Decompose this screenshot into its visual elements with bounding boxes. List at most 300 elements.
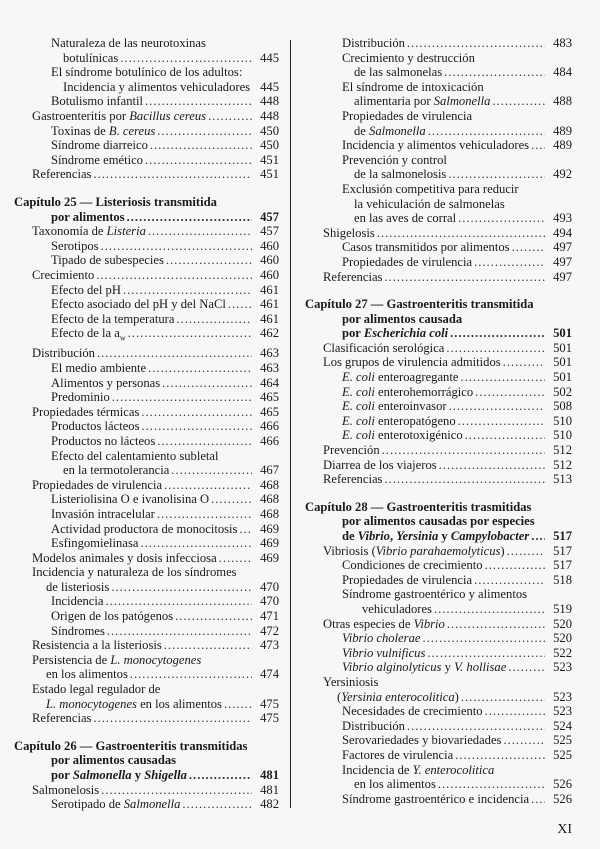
italic-taxon: E. coli	[342, 370, 375, 385]
entry-text: (	[337, 689, 342, 704]
entry-title	[46, 667, 128, 682]
toc-entry[interactable]	[14, 492, 279, 507]
entry-title	[342, 573, 472, 588]
page-ref: 461	[260, 311, 279, 326]
toc-chapter-heading[interactable]	[14, 739, 279, 783]
toc-entry[interactable]	[305, 458, 572, 473]
toc-entry	[305, 51, 572, 66]
page-ref: 522	[553, 645, 572, 660]
page-ref: 462	[260, 326, 279, 341]
entry-text: en los alimentos	[46, 667, 128, 682]
toc-entry	[305, 197, 572, 212]
page-ref: 494	[553, 225, 572, 240]
page-ref: 497	[553, 269, 572, 284]
page-ref: 471	[260, 609, 279, 624]
entry-title	[342, 138, 529, 153]
entry-text: Necesidades de crecimiento	[342, 704, 483, 719]
entry-title	[354, 124, 426, 139]
entry-text: Invasión intracelular	[51, 506, 155, 521]
page-ref: 518	[553, 572, 572, 587]
toc-entry[interactable]	[305, 719, 572, 734]
chapter-title-line: Capítulo 26 — Gastroenteritis transmitidas	[14, 738, 248, 753]
toc-entry[interactable]	[14, 283, 279, 298]
italic-taxon: L. monocytogenes	[110, 652, 202, 667]
dot-leader	[531, 792, 545, 807]
toc-entry[interactable]	[14, 153, 279, 168]
toc-entry[interactable]	[305, 240, 572, 255]
page-ref: 524	[553, 718, 572, 733]
toc-entry	[305, 80, 572, 95]
entry-text: Distribución	[342, 718, 405, 733]
toc-entry[interactable]	[305, 646, 572, 661]
entry-title	[342, 109, 472, 124]
entry-text: enteropatógeno	[374, 413, 456, 428]
page-ref: 457	[260, 224, 279, 239]
dot-leader	[474, 573, 545, 588]
toc-entry[interactable]	[14, 239, 279, 254]
dot-leader	[175, 609, 252, 624]
dot-leader	[157, 124, 252, 139]
entry-text: Prevención	[323, 443, 380, 458]
entry-title	[51, 65, 242, 80]
toc-entry[interactable]	[14, 167, 279, 182]
entry-text: El síndrome botulínico de los adultos:	[51, 65, 243, 80]
toc-entry[interactable]	[305, 341, 572, 356]
toc-entry[interactable]	[14, 783, 279, 798]
dot-leader	[407, 719, 545, 734]
entry-title	[323, 617, 445, 632]
page-ref: 489	[553, 123, 572, 138]
entry-text: Propiedades de virulencia	[32, 477, 163, 492]
dot-leader	[531, 138, 545, 153]
toc-entry[interactable]	[305, 138, 572, 153]
entry-title	[63, 80, 250, 95]
toc-entry[interactable]	[14, 697, 279, 712]
toc-chapter-heading[interactable]	[305, 297, 572, 341]
entry-text: Efecto del calentamiento subletal	[51, 448, 219, 463]
page-ref: 520	[553, 616, 572, 631]
italic-taxon: V. hollisae	[454, 660, 507, 675]
toc-column-right	[305, 36, 572, 806]
entry-title	[51, 376, 160, 391]
dot-leader	[127, 210, 252, 225]
toc-entry[interactable]	[14, 326, 279, 346]
toc-entry[interactable]	[14, 312, 279, 327]
dot-leader	[461, 690, 545, 705]
entry-title	[32, 653, 201, 668]
entry-title	[51, 94, 143, 109]
entry-title	[32, 478, 162, 493]
toc-entry[interactable]	[305, 443, 572, 458]
toc-entry[interactable]	[14, 638, 279, 653]
page-ref: 464	[260, 375, 279, 390]
dot-leader	[93, 167, 252, 182]
toc-entry[interactable]	[305, 211, 572, 226]
toc-entry[interactable]	[14, 268, 279, 283]
page-ref: 512	[553, 443, 572, 458]
dot-leader	[157, 434, 252, 449]
entry-text: Botulismo infantil	[51, 94, 144, 109]
toc-entry	[14, 65, 279, 80]
dot-leader	[475, 385, 545, 400]
entry-title	[32, 167, 91, 182]
page-ref: 460	[260, 238, 279, 253]
toc-entry[interactable]	[14, 124, 279, 139]
toc-entry[interactable]	[305, 94, 572, 109]
toc-entry[interactable]	[305, 602, 572, 617]
entry-text: Predominio	[51, 390, 110, 405]
page-ref: 450	[260, 138, 279, 153]
entry-text: en los alimentos	[354, 777, 436, 792]
page-ref: 523	[553, 704, 572, 719]
dot-leader	[150, 138, 252, 153]
toc-entry[interactable]	[14, 434, 279, 449]
chapter-title-line	[51, 768, 187, 783]
toc-entry[interactable]	[14, 297, 279, 312]
toc-entry[interactable]	[14, 536, 279, 551]
entry-text: Referencias	[32, 167, 92, 182]
toc-entry[interactable]	[14, 624, 279, 639]
entry-text: Exclusión competitiva para reducir	[342, 181, 519, 196]
dot-leader	[458, 414, 545, 429]
italic-taxon: Vibrio	[357, 529, 390, 543]
entry-text: de las salmonelas	[354, 65, 443, 80]
chapter-title-line: por alimentos causadas por especies	[342, 514, 535, 529]
entry-title	[51, 138, 148, 153]
page-ref: 460	[260, 253, 279, 268]
toc-entry[interactable]	[305, 167, 572, 182]
toc-entry[interactable]	[14, 463, 279, 478]
page-ref: 489	[553, 138, 572, 153]
italic-taxon: Vibrio	[413, 616, 445, 631]
entry-title	[354, 197, 505, 212]
entry-text: Productos lácteos	[51, 419, 140, 434]
entry-text: enterohemorrágico	[374, 384, 474, 399]
toc-entry[interactable]	[14, 594, 279, 609]
dot-leader	[449, 399, 545, 414]
page-ref: 510	[553, 413, 572, 428]
entry-title	[32, 224, 146, 239]
page-ref: 470	[260, 579, 279, 594]
italic-taxon: E. coli	[342, 428, 375, 443]
dot-leader	[148, 361, 252, 376]
toc-entry	[305, 153, 572, 168]
page-ref: 512	[553, 457, 572, 472]
toc-chapter-heading[interactable]	[14, 195, 279, 224]
dot-leader	[512, 240, 545, 255]
toc-chapter-heading[interactable]	[305, 500, 572, 544]
title-text: y	[438, 529, 451, 543]
dot-leader	[145, 153, 252, 168]
entry-title	[32, 783, 99, 798]
toc-entry[interactable]	[305, 65, 572, 80]
toc-entry[interactable]	[305, 399, 572, 414]
entry-title	[342, 660, 506, 675]
entry-title	[342, 733, 501, 748]
title-text: y	[131, 768, 145, 783]
page-ref: 448	[260, 108, 279, 123]
toc-entry[interactable]	[14, 609, 279, 624]
toc-entry[interactable]	[14, 80, 279, 95]
page-ref: 465	[260, 390, 279, 405]
toc-entry[interactable]	[305, 36, 572, 51]
dot-leader	[128, 326, 252, 341]
page-ref: 467	[260, 463, 279, 478]
toc-entry[interactable]	[14, 667, 279, 682]
entry-text: Otras especies de	[323, 616, 414, 631]
dot-leader	[434, 602, 545, 617]
entry-title	[51, 253, 164, 268]
entry-text: Yersiniosis	[323, 674, 379, 689]
toc-entry[interactable]	[305, 355, 572, 370]
toc-entry[interactable]	[14, 361, 279, 376]
entry-title	[354, 167, 446, 182]
dot-leader	[465, 428, 545, 443]
toc-entry[interactable]	[14, 376, 279, 391]
toc-entry	[305, 675, 572, 690]
chapter-title-line: Capítulo 27 — Gastroenteritis transmitida	[305, 297, 534, 312]
entry-title	[354, 65, 442, 80]
toc-entry[interactable]	[305, 777, 572, 792]
toc-entry[interactable]	[305, 733, 572, 748]
toc-entry[interactable]	[305, 631, 572, 646]
page-ref: 450	[260, 123, 279, 138]
dot-leader	[382, 443, 545, 458]
entry-title	[342, 587, 527, 602]
italic-taxon: E. coli	[342, 384, 375, 399]
entry-text: Modelos animales y dosis infecciosa	[32, 550, 217, 565]
entry-title	[32, 405, 139, 420]
toc-entry[interactable]	[14, 253, 279, 268]
dot-leader	[112, 390, 252, 405]
toc-entry[interactable]	[305, 704, 572, 719]
page-ref: 501	[553, 370, 572, 385]
toc-entry[interactable]	[14, 224, 279, 239]
toc-entry[interactable]	[305, 690, 572, 705]
entry-text: Actividad productora de monocitosis	[51, 521, 238, 536]
page-ref: 501	[553, 340, 572, 355]
toc-entry[interactable]	[14, 109, 279, 124]
page-ref: 475	[260, 696, 279, 711]
entry-title	[51, 312, 174, 327]
toc-entry[interactable]	[305, 226, 572, 241]
toc-entry[interactable]	[14, 346, 279, 361]
toc-entry[interactable]	[305, 544, 572, 559]
page-ref: 468	[260, 492, 279, 507]
page-ref: 517	[553, 529, 572, 543]
entry-title	[342, 428, 463, 443]
italic-taxon: Salmonella	[123, 797, 181, 812]
entry-text: de la salmonelosis	[354, 167, 447, 182]
entry-text: El síndrome de intoxicación	[342, 79, 484, 94]
toc-entry[interactable]	[14, 390, 279, 405]
dot-leader	[140, 536, 252, 551]
chapter-title-line: por alimentos causadas	[51, 753, 177, 768]
entry-text: Factores de virulencia	[342, 747, 454, 762]
toc-entry[interactable]	[14, 551, 279, 566]
entry-title	[323, 341, 444, 356]
dot-leader	[508, 660, 545, 675]
dot-leader	[438, 777, 545, 792]
dot-leader	[503, 733, 545, 748]
entry-text: Incidencia y alimentos vehiculadores	[63, 79, 251, 94]
entry-text: Salmonelosis	[32, 782, 100, 797]
page-ref: 468	[260, 506, 279, 521]
toc-entry[interactable]	[305, 414, 572, 429]
entry-title	[51, 390, 110, 405]
entry-title	[51, 297, 226, 312]
page-ref: 465	[260, 404, 279, 419]
toc-entry[interactable]	[305, 558, 572, 573]
entry-text: Incidencia	[51, 594, 104, 609]
entry-title	[51, 594, 103, 609]
dot-leader	[485, 704, 545, 719]
entry-text: Listeriolisina O e ivanolisina O	[51, 492, 210, 507]
entry-title	[32, 682, 160, 697]
entry-text: Referencias	[323, 472, 383, 487]
page-ref: 523	[553, 660, 572, 675]
entry-text: Estado legal regulador de	[32, 682, 161, 697]
toc-entry[interactable]	[305, 270, 572, 285]
toc-entry[interactable]	[305, 370, 572, 385]
toc-column-left	[14, 36, 279, 812]
entry-title	[51, 124, 155, 139]
entry-title	[342, 763, 494, 778]
italic-taxon: Salmonella	[72, 768, 132, 783]
entry-title	[32, 711, 91, 726]
page-ref: 482	[260, 797, 279, 812]
entry-title	[342, 255, 472, 270]
entry-text: en la termotolerancia	[63, 463, 170, 478]
entry-title	[32, 565, 237, 580]
chapter-title-line: Capítulo 28 — Gastroenteritis trasmitidas	[305, 499, 532, 514]
entry-text: Naturaleza de las neurotoxinas	[51, 36, 206, 50]
entry-title	[354, 94, 490, 109]
entry-title	[342, 646, 425, 661]
toc-entry	[14, 682, 279, 697]
dot-leader	[444, 65, 545, 80]
entry-text: Alimentos y personas	[51, 375, 161, 390]
page-ref: 526	[553, 777, 572, 792]
dot-leader	[96, 268, 252, 283]
dot-leader	[455, 748, 545, 763]
toc-entry	[14, 565, 279, 580]
entry-text: la vehiculación de salmonelas	[354, 196, 505, 211]
page-ref: 523	[553, 689, 572, 704]
toc-entry[interactable]	[14, 94, 279, 109]
toc-entry[interactable]	[305, 472, 572, 487]
page-ref: 483	[553, 36, 572, 50]
entry-title	[51, 153, 143, 168]
toc-entry[interactable]	[305, 428, 572, 443]
entry-title	[32, 346, 95, 361]
page-ref: 445	[260, 79, 279, 94]
entry-text: Gastroenteritis por	[32, 108, 130, 123]
page-ref: 517	[553, 558, 572, 573]
toc-entry[interactable]	[14, 711, 279, 726]
entry-text: )	[500, 543, 505, 558]
toc-entry[interactable]	[14, 507, 279, 522]
page-ref: 469	[260, 550, 279, 565]
dot-leader	[458, 211, 545, 226]
entry-title	[51, 449, 219, 464]
entry-text: Referencias	[323, 269, 383, 284]
page-ref: 481	[260, 782, 279, 797]
entry-text: Propiedades de virulencia	[342, 254, 473, 269]
entry-title	[51, 507, 155, 522]
dot-leader	[162, 376, 252, 391]
dot-leader	[447, 617, 545, 632]
toc-entry[interactable]	[305, 124, 572, 139]
entry-text: Incidencia de	[342, 762, 413, 777]
dot-leader	[439, 458, 545, 473]
toc-entry[interactable]	[305, 748, 572, 763]
dot-leader	[507, 544, 545, 559]
toc-entry[interactable]	[14, 419, 279, 434]
entry-title	[51, 36, 206, 51]
entry-title	[342, 748, 453, 763]
toc-entry[interactable]	[14, 478, 279, 493]
entry-text: Taxonomía de	[32, 224, 107, 239]
chapter-title-line: Capítulo 25 — Listeriosis transmitida	[14, 194, 217, 209]
entry-title	[323, 675, 378, 690]
entry-text: Clasificación serológica	[323, 340, 445, 355]
entry-title	[32, 551, 217, 566]
toc-entry[interactable]	[14, 797, 279, 812]
dot-leader	[164, 638, 252, 653]
toc-entry[interactable]	[14, 405, 279, 420]
page-ref: 463	[260, 360, 279, 375]
entry-title	[32, 109, 206, 124]
entry-title	[342, 370, 458, 385]
dot-leader	[384, 270, 545, 285]
entry-title	[51, 624, 105, 639]
entry-title	[51, 797, 180, 812]
page-ref: 517	[553, 543, 572, 558]
entry-text: El medio ambiente	[51, 360, 147, 375]
entry-title	[342, 240, 510, 255]
toc-entry[interactable]	[305, 660, 572, 675]
entry-title	[32, 268, 94, 283]
toc-entry	[14, 653, 279, 668]
dot-leader	[239, 522, 252, 537]
toc-entry[interactable]	[14, 51, 279, 66]
entry-title	[323, 472, 382, 487]
page-ref: 461	[260, 297, 279, 312]
entry-text: Incidencia y naturaleza de los síndromes	[32, 565, 237, 580]
toc-entry[interactable]	[14, 138, 279, 153]
toc-entry[interactable]	[305, 617, 572, 632]
toc-entry[interactable]	[305, 385, 572, 400]
title-text: por	[342, 326, 364, 341]
toc-entry[interactable]	[14, 580, 279, 595]
entry-title	[63, 463, 169, 478]
toc-entry[interactable]	[305, 573, 572, 588]
italic-taxon: Bacillus cereus	[129, 108, 207, 123]
toc-entry[interactable]	[305, 792, 572, 807]
dot-leader	[448, 167, 545, 182]
page-ref: 460	[260, 267, 279, 282]
page-ref: 508	[553, 399, 572, 414]
entry-title	[323, 355, 501, 370]
entry-title	[51, 361, 146, 376]
entry-title	[46, 697, 222, 712]
entry-title	[342, 153, 447, 168]
toc-entry[interactable]	[305, 255, 572, 270]
entry-title	[342, 414, 456, 429]
dot-leader	[219, 551, 252, 566]
toc-entry[interactable]	[14, 522, 279, 537]
